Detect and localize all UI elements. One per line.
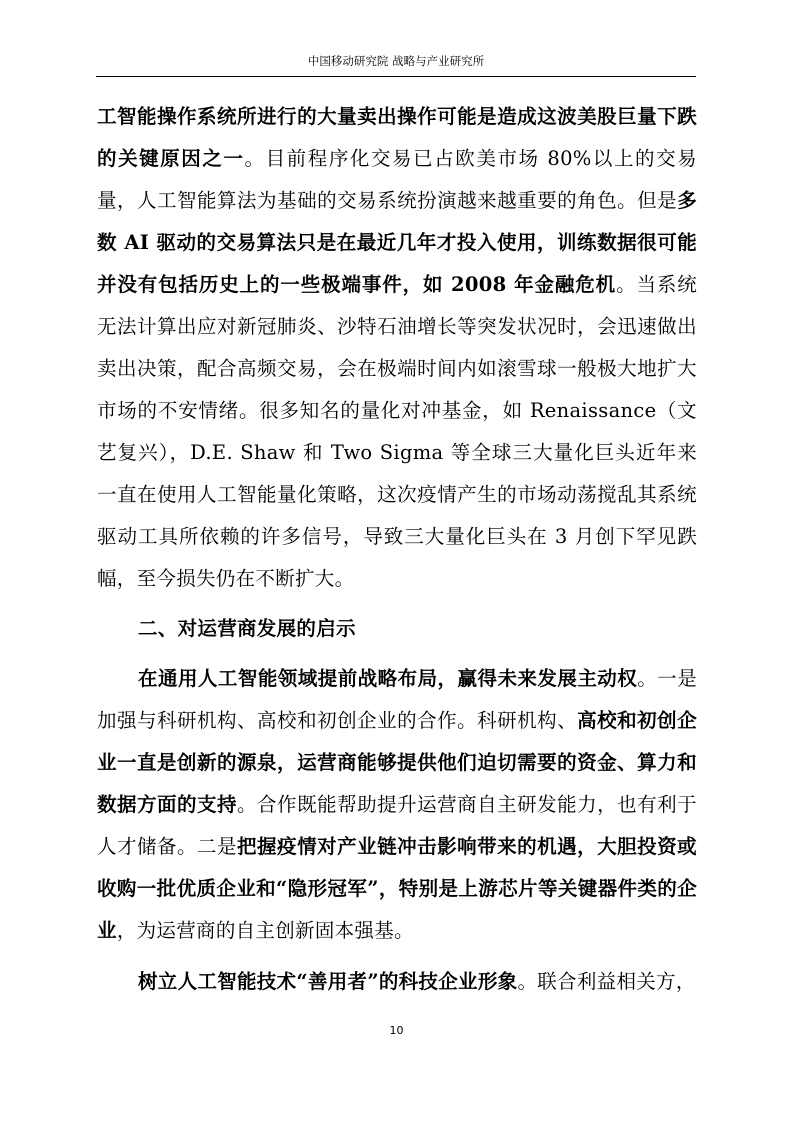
bold-text: 树立人工智能技术“善用者”的科技企业形象 (138, 970, 518, 993)
bold-text: 把握疫情对产业链冲击影响带来的机遇，大胆投资或收购一批优质企业和“隐形冠军”，特别是上游芯片等关键器件类的企业 (97, 835, 697, 942)
body-text: 。合作既能帮助提升运营商自主研发能力，也有利于人才储备。二是 (97, 793, 697, 858)
bold-text: 在通用人工智能领域提前战略布局，赢得未来发展主动权 (138, 667, 638, 690)
paragraph-good-user-image (97, 961, 697, 1003)
paragraph-ai-trading (97, 96, 697, 600)
body-text: ，为运营商的自主创新固本强基。 (116, 919, 414, 942)
page-number: 10 (389, 1024, 404, 1037)
paragraph-general-ai-strategy (97, 658, 697, 952)
document-body (97, 96, 697, 1003)
body-text: 。联合利益相关方， (517, 970, 696, 993)
bold-text: 高校和初创企业一直是创新的源泉，运营商能够提供他们迫切需要的资金、算力和数据方面的支持 (97, 709, 697, 816)
header-divider (96, 76, 696, 77)
body-text: 。当系统无法计算出应对新冠肺炎、沙特石油增长等突发状况时，会迅速做出卖出决策，配合高频交易，会在极端时间内如滚雪球一般极大地扩大市场的不安情绪。很多知名的量化对冲基金，如 Renaissance（文艺复兴），D.E. Shaw 和 Two Sigma 等全球三大量化巨头近年来一直在使用人工智能量化策略，这次疫情产生的市场动荡搅乱其系统驱动工具所依赖的许多信号，导致三大量化巨头在 3 月创下罕见跌幅，至今损失仍在不断扩大。 (97, 273, 697, 590)
body-text: 。目前程序化交易已占欧美市场 80%以上的交易量，人工智能算法为基础的交易系统扮演越来越重要的角色。但是 (97, 147, 697, 212)
section-heading: 二、对运营商发展的启示 (138, 617, 356, 640)
body-text: 。一是加强与科研机构、高校和初创企业的合作。科研机构、 (97, 667, 697, 732)
page-header: 中国移动研究院 战略与产业研究所 (307, 54, 485, 68)
bold-text: 多数 AI 驱动的交易算法只是在最近几年才投入使用，训练数据很可能并没有包括历史上的一些极端事件，如 2008 年金融危机 (97, 189, 697, 296)
bold-text: 工智能操作系统所进行的大量卖出操作可能是造成这波美股巨量下跌的关键原因之一 (97, 105, 697, 170)
